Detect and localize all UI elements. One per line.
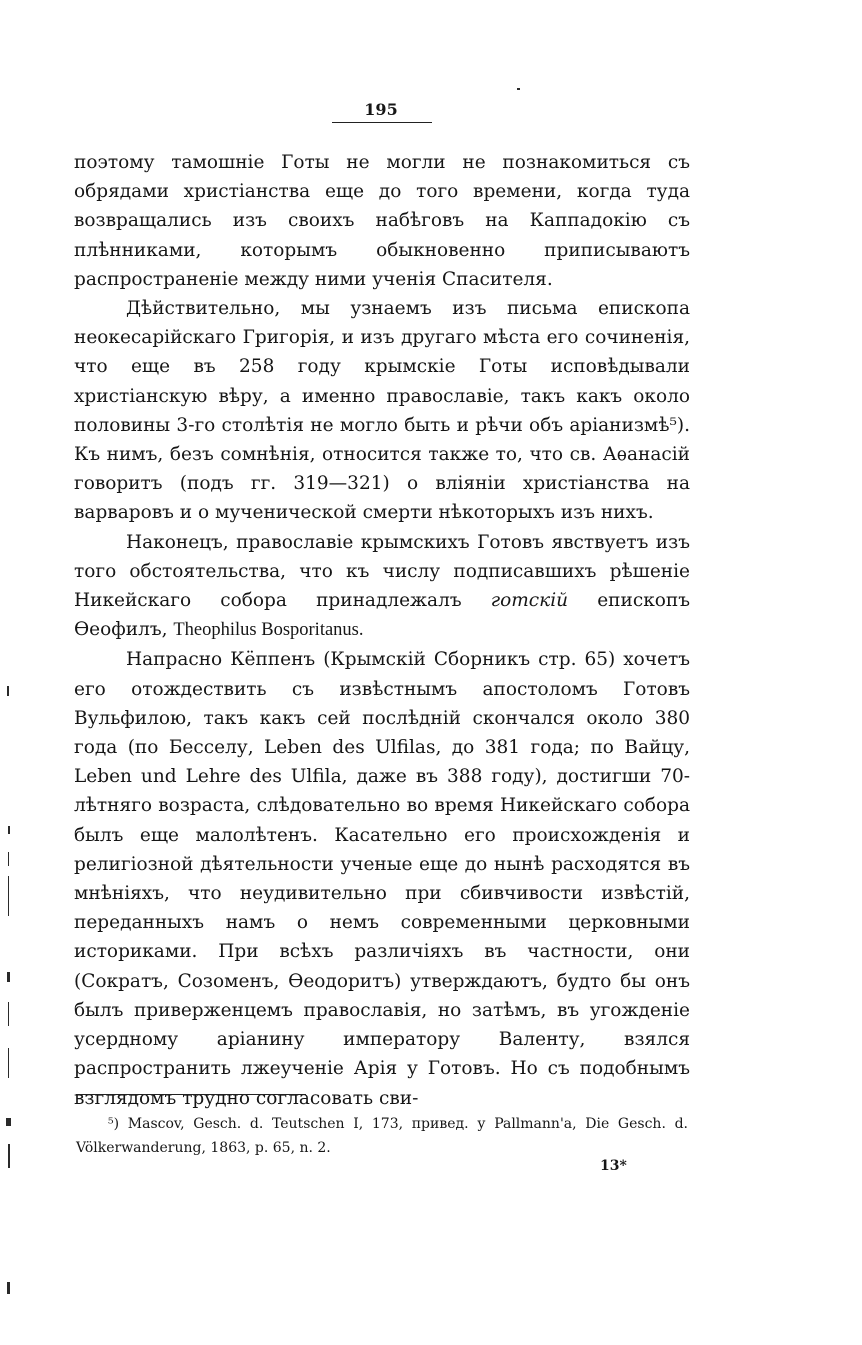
scan-mark [7,686,9,696]
paragraph-1: поэтому тамошніе Готы не могли не познакомиться съ обрядами христіанства еще до того времени, когда туда возвращались изъ своихъ набѣговъ на Каппадокію съ плѣнниками, которымъ обыкновенно приписываютъ распространеніе между ними ученія Спасителя. [74,152,690,290]
paragraph-3-text-end: епископъ Ѳеофилъ, [74,590,691,641]
paragraph-4: Напрасно Кёппенъ (Крымскій Сборникъ стр. 65) хочетъ его отождествить съ извѣстнымъ апостоломъ Готовъ Вульфилою, такъ какъ сей послѣдній скончался около 380 года (по Бесселу, Leben des Ulfilas, до 381 года; по Вайцу, Leben und Lehre des Ulfila, даже въ 388 году), достигши 70-лѣтняго возраста, слѣдовательно во время Никейскаго собора былъ еще малолѣтенъ. Касательно его происхожденія и религіозной дѣятельности ученые еще до нынѣ расходятся въ мнѣніяхъ, что неудивительно при сбивчивости извѣстій, переданныхъ намъ о немъ современными церковными историками. При всѣхъ различіяхъ въ частности, они (Сократъ, Созоменъ, Ѳеодоритъ) утверждаютъ, будто бы онъ былъ приверженцемъ православія, но затѣмъ, въ угожденіе усердному аріанину императору Валенту, взялся распространить лжеученіе Арія у Готовъ. Но съ подобнымъ взглядомъ трудно согласовать сви- [74,649,690,1109]
scan-mark [517,88,520,90]
scan-mark [6,1118,11,1126]
page-number: 195 [364,100,398,119]
scan-mark [8,1144,10,1168]
scan-mark [8,852,9,866]
paragraph-3 [74,528,690,646]
scan-mark [8,876,9,916]
signature-mark: 13* [600,1158,627,1174]
scan-mark [8,1002,9,1026]
paragraph-3-text-start: Наконецъ, православіе крымскихъ Готовъ явствуетъ изъ того обстоятельства, что къ числу подписавшихъ рѣшеніе Никейскаго собора принадлежалъ [74,531,690,612]
paragraph-3-emphasis: готскій [490,590,569,612]
footnote: ⁵) Mascov, Gesch. d. Teutschen I, 173, привед. у Pallmann'a, Die Gesch. d. Völkerwanderung, 1863, p. 65, n. 2. [76,1116,688,1156]
footnote-rule [76,1094,306,1095]
scan-mark [7,972,10,982]
paragraph-3-latin-name: Theophilus Bosporitanus. [173,620,364,641]
body-text [74,148,690,1113]
scan-mark [8,1048,9,1078]
paragraph-2: Дѣйствительно, мы узнаемъ изъ письма епископа неокесарійскаго Григорія, и изъ другаго мѣста его сочиненія, что еще въ 258 году крымскіе Готы исповѣдывали христіанскую вѣру, а именно православіе, такъ какъ около половины 3-го столѣтія не могло быть и рѣчи объ аріанизмѣ⁵). Къ нимъ, безъ сомнѣнія, относится также то, что св. Аѳанасій говоритъ (подъ гг. 319—321) о вліяніи христіанства на варваровъ и о мученической смерти нѣкоторыхъ изъ нихъ. [74,298,690,524]
scan-mark [8,826,10,834]
scan-mark [7,1282,10,1294]
page-number-rule [332,122,432,123]
